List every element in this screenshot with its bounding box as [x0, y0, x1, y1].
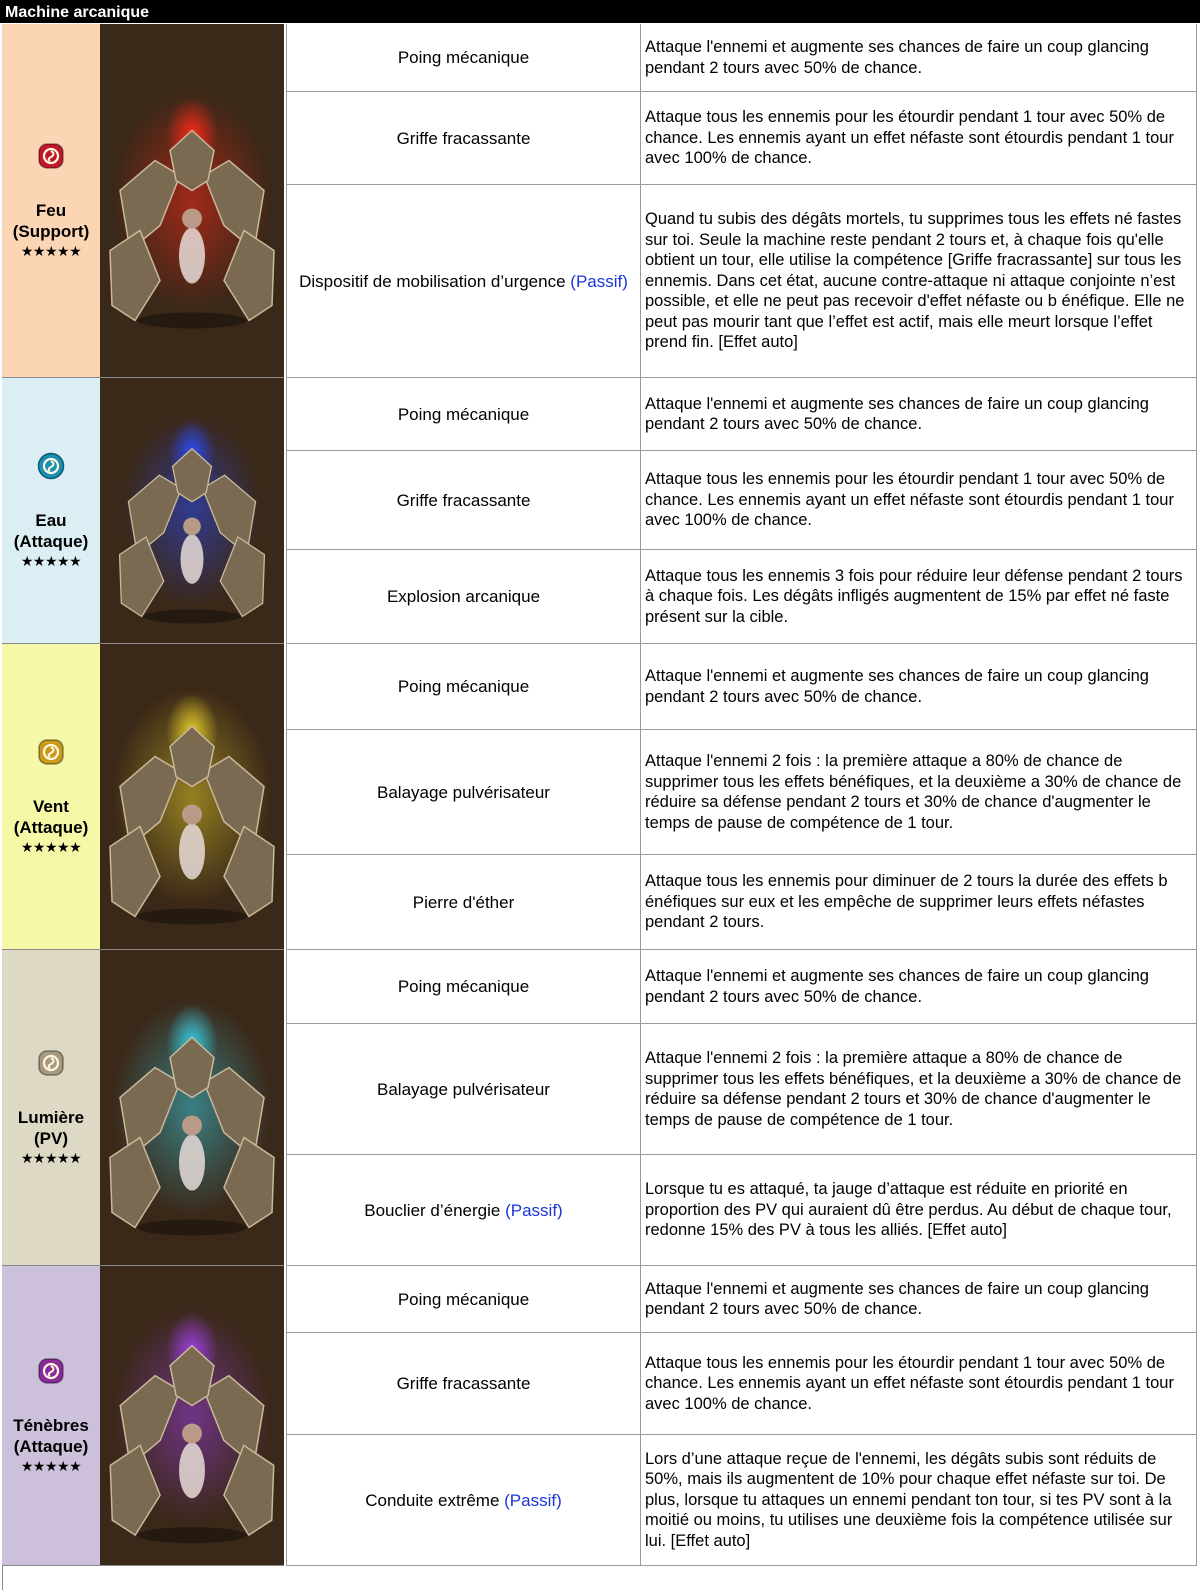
skill-description: Attaque l'ennemi et augmente ses chances de faire un coup glancing pendant 2 tours avec 50% de chance.: [645, 667, 1149, 706]
skill-description: Attaque tous les ennemis pour les étourdir pendant 1 tour avec 50% de chance. Les ennemis ayant un effet néfaste sont étourdis pendant 1 tour avec 100% de chance.: [645, 470, 1174, 530]
skill-description: Lorsque tu es attaqué, ta jauge d’attaque est réduite en priorité en proportion des PV qui auraient dû être perdus. Au début de chaque tour, redonne 15% des PV à tous les alliés. [Effet auto]: [645, 1180, 1172, 1240]
skill-name-cell: [286, 550, 640, 644]
monster-portrait: [100, 950, 284, 1266]
element-role: (Attaque): [13, 1436, 89, 1456]
skills-table: [2, 24, 1197, 1590]
skill-name: Explosion arcanique: [386, 587, 541, 606]
skill-name: Poing mécanique: [397, 677, 530, 696]
skill-description-cell: [640, 550, 1197, 644]
element-cell: [2, 950, 100, 1266]
skill-description: Attaque l'ennemi et augmente ses chances de faire un coup glancing pendant 2 tours avec 50% de chance.: [645, 394, 1149, 433]
skill-description-cell: [640, 855, 1197, 950]
element-cell: [2, 644, 100, 950]
skill-name: Pierre d'éther: [412, 892, 515, 912]
element-cell: [2, 24, 100, 378]
skill-description: Attaque l'ennemi 2 fois : la première attaque a 80% de chance de supprimer tous les effets bénéfiques, et la deuxième a 30% de chance de réduire sa défense pendant 2 tours et 30% de chance d'augmenter le temps de pause de compétence de 1 tour.: [645, 752, 1182, 832]
skill-description-cell: [640, 644, 1197, 730]
skill-description-cell: [640, 1333, 1197, 1435]
skill-name-cell: [286, 950, 640, 1024]
skill-name: Poing mécanique: [397, 1289, 530, 1309]
skill-description-cell: [640, 730, 1197, 855]
page-title: Machine arcanique: [0, 0, 1200, 23]
skill-name: Dispositif de mobilisation d’urgence: [299, 271, 566, 291]
skill-name-cell: [286, 855, 640, 950]
skill-name: Poing mécanique: [397, 977, 530, 996]
element-name: Eau: [35, 510, 67, 530]
skill-name: Griffe fracassante: [396, 490, 531, 510]
skill-description-cell: [640, 950, 1197, 1024]
element-name: Lumière: [17, 1107, 85, 1127]
skill-description: Attaque tous les ennemis pour diminuer de 2 tours la durée des effets b énéfiques sur eux et les empêche de supprimer leurs effets néfastes pendant 2 tours.: [645, 872, 1168, 932]
star-rating: ★★★★★: [20, 1149, 82, 1166]
element-name: Vent: [33, 796, 69, 816]
element-label: [13, 1415, 89, 1457]
star-rating: ★★★★★: [20, 1457, 82, 1474]
fire-element-icon: [37, 142, 65, 170]
skill-description: Attaque l'ennemi et augmente ses chances de faire un coup glancing pendant 2 tours avec 50% de chance.: [645, 967, 1149, 1006]
skill-name-cell: [286, 1333, 640, 1435]
element-name: Feu: [35, 200, 67, 220]
element-label: [14, 796, 89, 838]
skill-description-cell: [640, 1266, 1197, 1333]
arcane-machine-art: [100, 950, 284, 1265]
monster-portrait: [100, 24, 284, 378]
skill-description-cell: [640, 451, 1197, 550]
element-cell: [2, 378, 100, 644]
skill-description-cell: [640, 185, 1197, 378]
skill-name: Griffe fracassante: [396, 1374, 531, 1393]
arcane-machine-art: [100, 24, 284, 377]
skill-description: Attaque tous les ennemis pour les étourdir pendant 1 tour avec 50% de chance. Les ennemis ayant un effet néfaste sont étourdis pendant 1 tour avec 100% de chance.: [645, 108, 1174, 168]
arcane-machine-art: [100, 1266, 284, 1565]
skill-description: Attaque l'ennemi 2 fois : la première attaque a 80% de chance de supprimer tous les effets bénéfiques, et la deuxième a 30% de chance de réduire sa défense pendant 2 tours et 30% de chance d'augmenter le temps de pause de compétence de 1 tour.: [645, 1049, 1182, 1129]
element-name: Ténèbres: [13, 1415, 89, 1435]
element-label: [13, 200, 89, 242]
skill-name-cell: [286, 92, 640, 185]
monster-portrait: [100, 1266, 284, 1566]
skill-description-cell: [640, 1435, 1197, 1566]
skill-description: Attaque l'ennemi et augmente ses chances de faire un coup glancing pendant 2 tours avec 50% de chance.: [645, 1279, 1149, 1318]
wind-element-icon: [37, 738, 65, 766]
skill-description: Lors d’une attaque reçue de l'ennemi, les dégâts subis sont réduits de 50%, mais ils augmentent de 10% pour chaque effet néfaste sur toi. De plus, lorsque tu attaques un ennemi pendant ton tour, si tes PV sont à la moitié ou moins, tu utilises une deuxième fois la compétence utilisée sur lui. [Effet auto]: [645, 1449, 1173, 1550]
skill-name-cell: [286, 185, 640, 378]
skill-name-cell: [286, 451, 640, 550]
skill-name: Bouclier d’énergie: [364, 1200, 501, 1220]
skill-name: Balayage pulvérisateur: [377, 1079, 550, 1099]
skill-description-cell: [640, 378, 1197, 451]
skill-name-cell: [286, 1266, 640, 1333]
water-element-icon: [37, 452, 65, 480]
light-element-icon: [37, 1049, 65, 1077]
star-rating: ★★★★★: [20, 552, 82, 569]
monster-portrait: [100, 378, 284, 644]
skill-name: Balayage pulvérisateur: [377, 782, 550, 802]
element-role: (Support): [12, 221, 90, 241]
skill-name-cell: [286, 378, 640, 451]
star-rating: ★★★★★: [20, 242, 82, 259]
skill-description: Attaque tous les ennemis 3 fois pour réduire leur défense pendant 2 tours à chaque fois. Les dégâts infligés augmentent de 15% par effet né faste présent sur la cible.: [645, 566, 1183, 626]
skill-description: Quand tu subis des dégâts mortels, tu supprimes tous les effets né fastes sur toi. Seule la machine reste pendant 2 tours et, à chaque fois qu'elle obtient un tour, elle utilise la compétence [Griffe fracrassante] sur tous les ennemis. Dans cet état, aucune contre-attaque ni attaque conjointe n’est possible, et elle ne peut pas recevoir d'effet néfaste ou b énéfique. Elle ne peut pas mourir tant que l’effet est actif, mais elle meurt lorsque l’effet prend fin. [Effet auto]: [645, 210, 1185, 352]
dark-element-icon: [37, 1357, 65, 1385]
skill-name-cell: [286, 24, 640, 92]
element-cell: [2, 1266, 100, 1566]
skill-description-cell: [640, 1024, 1197, 1155]
skill-name-cell: [286, 1024, 640, 1155]
skill-name-cell: [286, 730, 640, 855]
element-label: [18, 1107, 84, 1149]
skill-name: Conduite extrême: [365, 1490, 500, 1510]
skill-name: Poing mécanique: [397, 404, 530, 424]
skill-name-cell: [286, 644, 640, 730]
element-role: (Attaque): [13, 531, 89, 551]
passive-tag: (Passif): [505, 1200, 563, 1220]
arcane-machine-art: [100, 644, 284, 949]
element-role: (Attaque): [13, 817, 89, 837]
element-label: [14, 510, 89, 552]
skill-name: Griffe fracassante: [396, 128, 531, 148]
skill-description-cell: [640, 92, 1197, 185]
element-role: (PV): [33, 1128, 68, 1148]
star-rating: ★★★★★: [20, 838, 82, 855]
skill-name: Poing mécanique: [397, 48, 530, 67]
skill-description: Attaque tous les ennemis pour les étourdir pendant 1 tour avec 50% de chance. Les ennemis ayant un effet néfaste sont étourdis pendant 1 tour avec 100% de chance.: [645, 1353, 1174, 1413]
skill-description: Attaque l'ennemi et augmente ses chances de faire un coup glancing pendant 2 tours avec 50% de chance.: [645, 38, 1149, 77]
skill-description-cell: [640, 24, 1197, 92]
skill-name-cell: [286, 1155, 640, 1266]
skill-name-cell: [286, 1435, 640, 1566]
passive-tag: (Passif): [504, 1490, 562, 1510]
monster-portrait: [100, 644, 284, 950]
arcane-machine-art: [100, 378, 284, 643]
skill-description-cell: [640, 1155, 1197, 1266]
passive-tag: (Passif): [570, 271, 628, 291]
